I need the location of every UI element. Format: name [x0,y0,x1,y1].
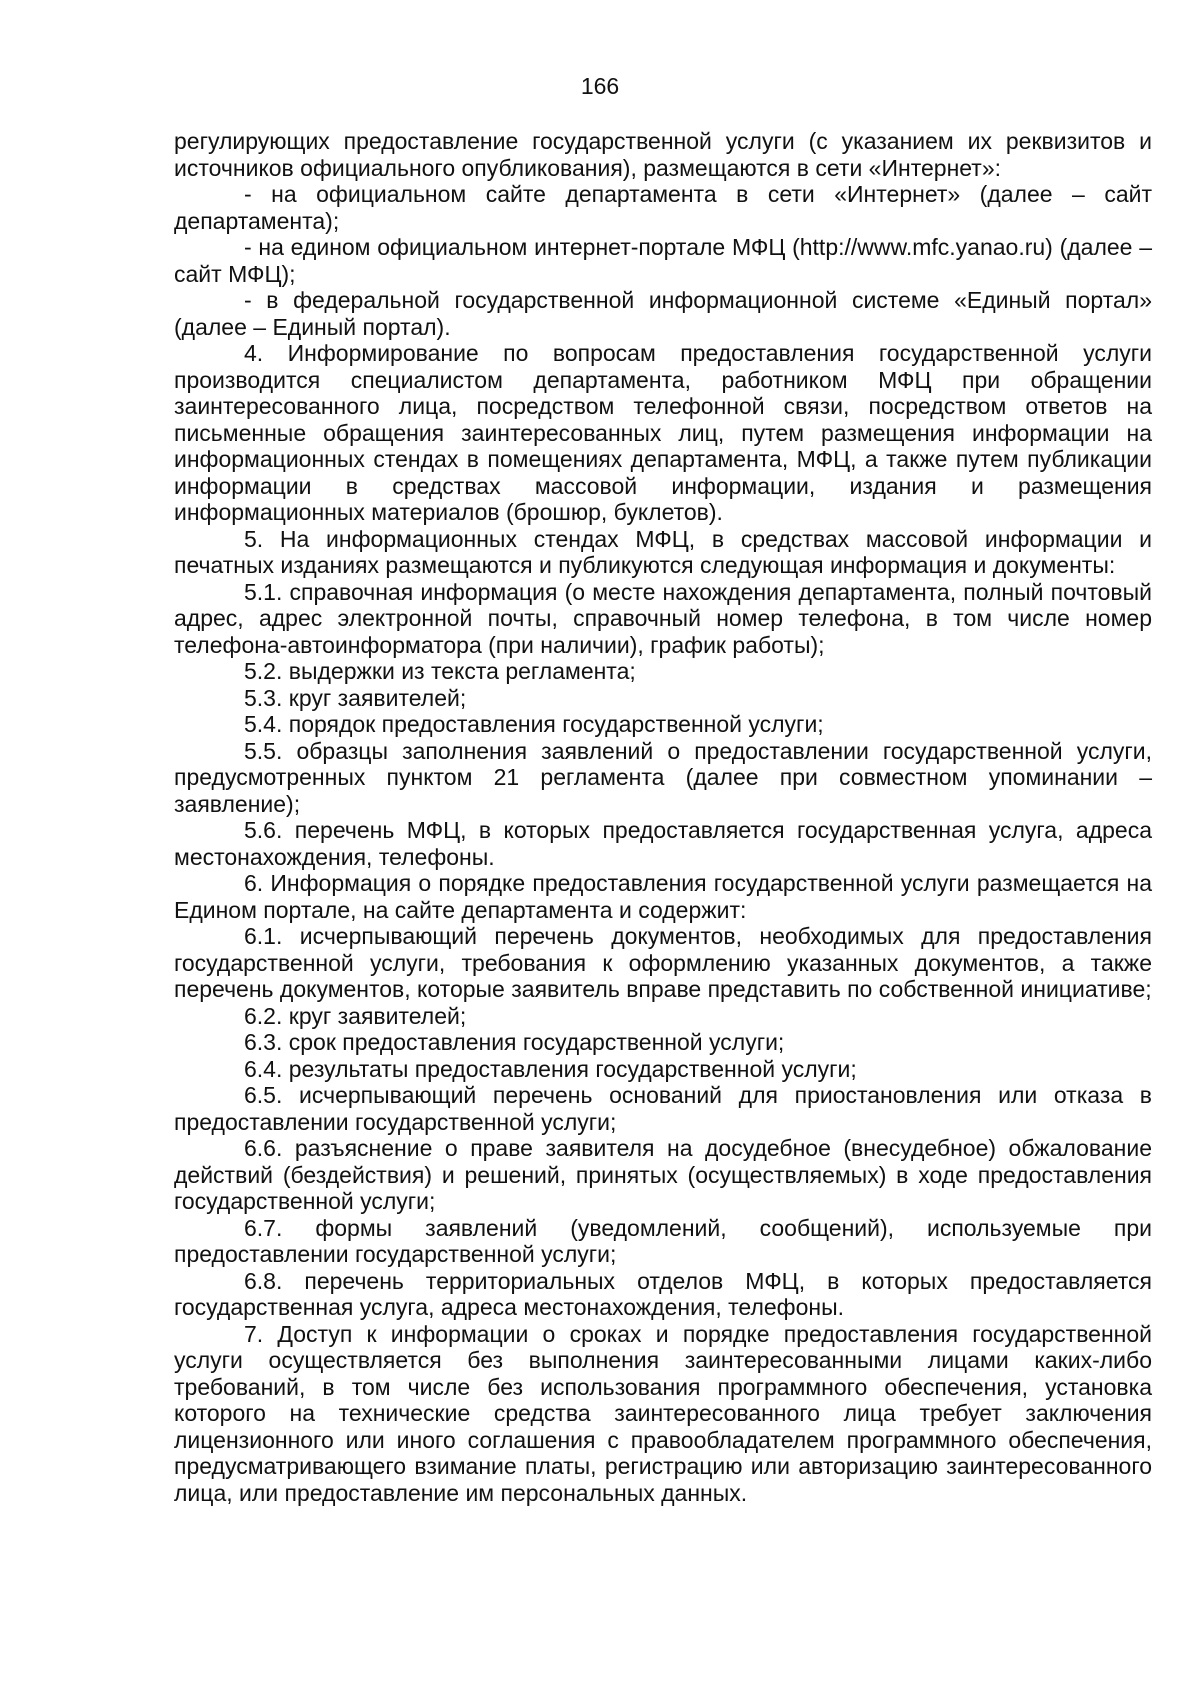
clause-5-1: 5.1. справочная информация (о месте нахождения департамента, полный почтовый адрес, адрес электронной почты, справочный номер телефона, в том числе номер телефона-автоинформатора (при наличии), график работы); [174,578,1152,658]
clause-5-6: 5.6. перечень МФЦ, в которых предоставляется государственная услуга, адреса местонахождения, телефоны. [174,817,1152,870]
clause-7: 7. Доступ к информации о сроках и порядке предоставления государственной услуги осуществляется без выполнения заинтересованными лицами каких-либо требований, в том числе без использования программного обеспечения, установка которого на технические средства заинтересованного лица требует заключения лицензионного или иного соглашения с правообладателем программного обеспечения, предусматривающего взимание платы, регистрацию или авторизацию заинтересованного лица, или предоставление им персональных данных. [174,1320,1152,1506]
clause-6-7: 6.7. формы заявлений (уведомлений, сообщений), используемые при предоставлении государственной услуги; [174,1214,1152,1267]
clause-6-8: 6.8. перечень территориальных отделов МФЦ, в которых предоставляется государственная услуга, адреса местонахождения, телефоны. [174,1267,1152,1320]
clause-5-4: 5.4. порядок предоставления государственной услуги; [244,711,824,737]
document-body [174,128,1152,1506]
clause-6-4: 6.4. результаты предоставления государственной услуги; [244,1055,857,1082]
list-item-mfc-portal: - на едином официальном интернет-портале МФЦ (http://www.mfc.yanao.ru) (далее – сайт МФЦ); [174,234,1152,287]
page-number: 166 [580,73,620,99]
clause-6-5: 6.5. исчерпывающий перечень оснований для приостановления или отказа в предоставлении государственной услуги; [174,1082,1152,1135]
clause-5: 5. На информационных стендах МФЦ, в средствах массовой информации и печатных изданиях размещаются и публикуются следующая информация и документы: [174,525,1152,578]
clause-5-3: 5.3. круг заявителей; [244,684,467,711]
list-item-unified-portal: - в федеральной государственной информационной системе «Единый портал» (далее – Единый портал). [174,287,1152,340]
clause-6: 6. Информация о порядке предоставления государственной услуги размещается на Едином портале, на сайте департамента и содержит: [174,870,1152,923]
clause-4: 4. Информирование по вопросам предоставления государственной услуги производится специалистом департамента, работником МФЦ при обращении заинтересованного лица, посредством телефонной связи, посредством ответов на письменные обращения заинтересованных лиц, путем размещения информации на информационных стендах в помещениях департамента, МФЦ, а также путем публикации информации в средствах массовой информации, издания и размещения информационных материалов (брошюр, буклетов). [174,340,1152,525]
list-item-department-site: - на официальном сайте департамента в сети «Интернет» (далее – сайт департамента); [174,181,1152,234]
clause-6-1: 6.1. исчерпывающий перечень документов, необходимых для предоставления государственной услуги, требования к оформлению указанных документов, а также перечень документов, которые заявитель вправе представить по собственной инициативе; [174,923,1152,1002]
clause-6-2: 6.2. круг заявителей; [244,1002,467,1029]
clause-6-3: 6.3. срок предоставления государственной услуги; [244,1029,785,1055]
clause-6-6: 6.6. разъяснение о праве заявителя на досудебное (внесудебное) обжалование действий (бездействия) и решений, принятых (осуществляемых) в ходе предоставления государственной услуги; [174,1135,1152,1214]
clause-5-5: 5.5. образцы заполнения заявлений о предоставлении государственной услуги, предусмотренных пунктом 21 регламента (далее при совместном упоминании – заявление); [174,737,1152,817]
paragraph-continuation: регулирующих предоставление государственной услуги (с указанием их реквизитов и источников официального опубликования), размещаются в сети «Интернет»: [174,128,1152,181]
clause-5-2: 5.2. выдержки из текста регламента; [244,658,636,684]
